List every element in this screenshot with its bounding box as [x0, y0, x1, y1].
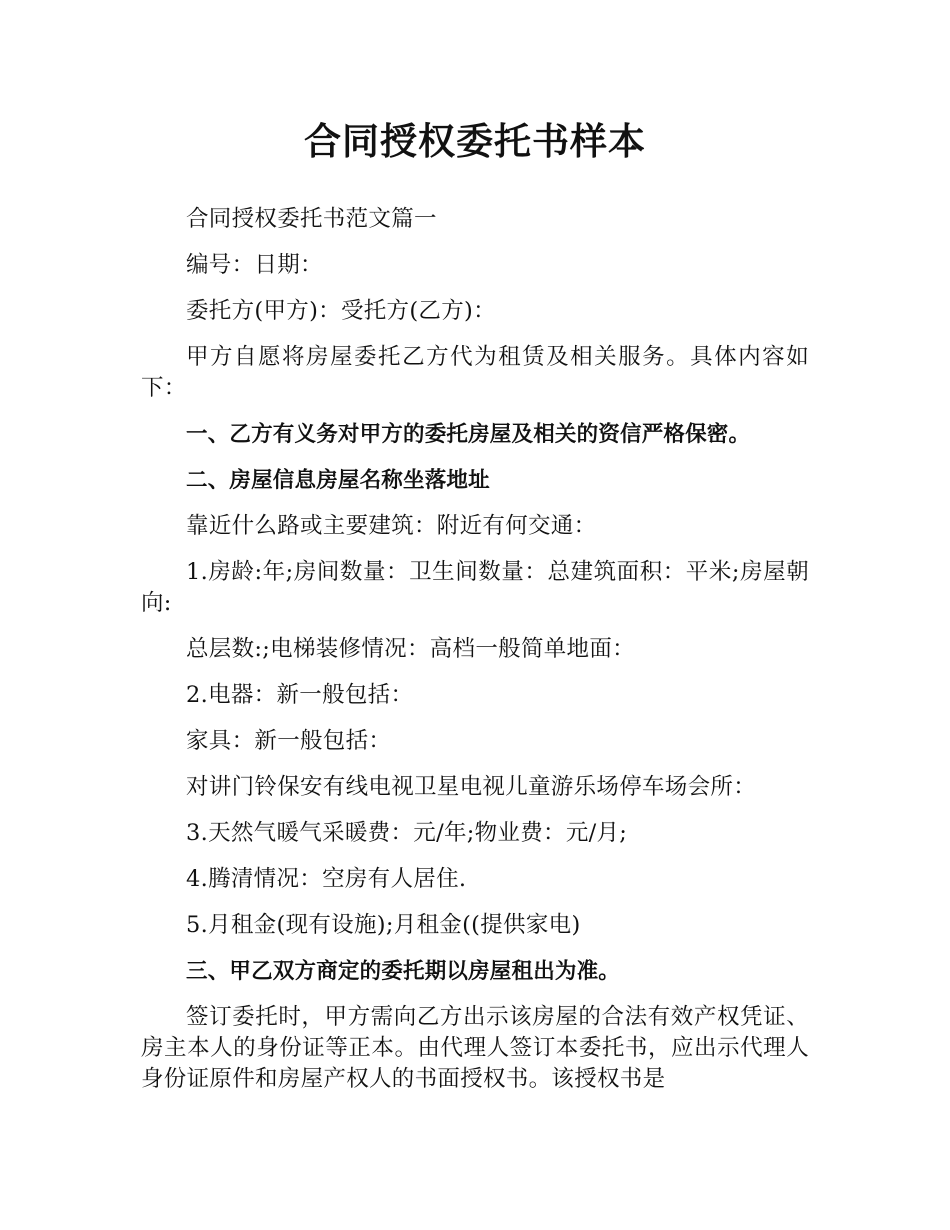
location-line: 靠近什么路或主要建筑：附近有何交通： [186, 513, 597, 539]
number-date-line: 编号：日期： [186, 252, 323, 278]
signing-paragraph: 签订委托时，甲方需向乙方出示该房屋的合法有效产权凭证、房主本人的身份证等正本。由代理人签订本委托书，应出示代理人身份证原件和房屋产权人的书面授权书。该授权书是 [141, 1004, 809, 1092]
item-4-vacancy: 4.腾清情况：空房有人居住. [186, 866, 467, 892]
document-body [141, 204, 809, 1095]
parties-line: 委托方(甲方)：受托方(乙方)： [186, 298, 496, 324]
furniture-line: 家具：新一般包括： [186, 728, 392, 754]
floors-decoration-line: 总层数:;电梯装修情况：高档一般简单地面： [186, 636, 635, 662]
facilities-line: 对讲门铃保安有线电视卫星电视儿童游乐场停车场会所： [186, 774, 757, 800]
item-3-fees: 3.天然气暖气采暖费：元/年;物业费：元/月; [186, 820, 628, 846]
intro-paragraph: 甲方自愿将房屋委托乙方代为租赁及相关服务。具体内容如下： [141, 344, 809, 401]
item-2-appliances: 2.电器：新一般包括： [186, 682, 414, 708]
clause-1-heading: 一、乙方有义务对甲方的委托房屋及相关的资信严格保密。 [186, 422, 751, 447]
item-1-house-info: 1.房龄:年;房间数量：卫生间数量：总建筑面积：平米;房屋朝向: [141, 559, 809, 616]
clause-3-heading: 三、甲乙双方商定的委托期以房屋租出为准。 [186, 959, 621, 984]
document-title: 合同授权委托书样本 [304, 120, 646, 163]
clause-2-heading: 二、房屋信息房屋名称坐落地址 [186, 468, 490, 493]
item-5-rent: 5.月租金(现有设施);月租金((提供家电) [186, 912, 581, 938]
section-heading-sample-one: 合同授权委托书范文篇一 [186, 206, 437, 232]
